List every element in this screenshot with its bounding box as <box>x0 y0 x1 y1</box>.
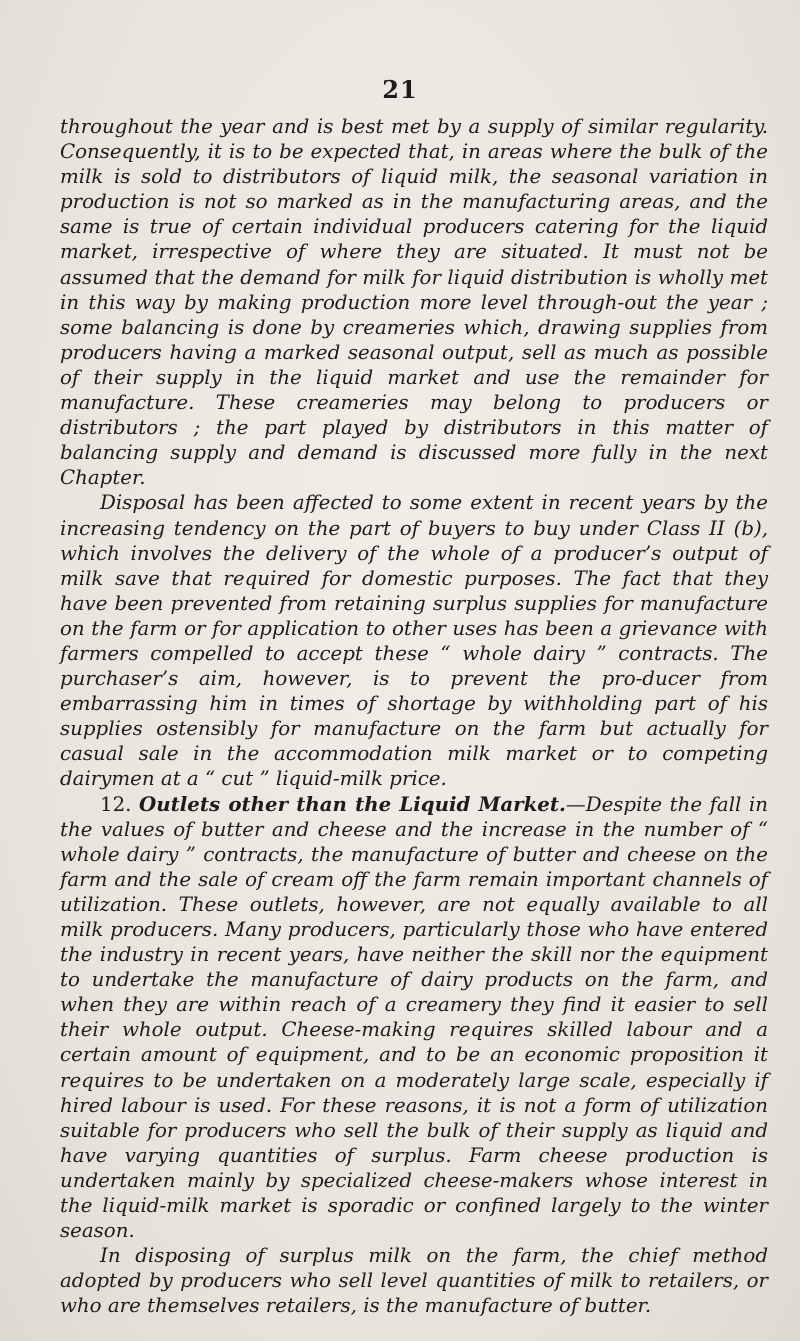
paragraph-2: Disposal has been affected to some extent in recent years by the increasing tendency on the part of buyers to buy under Class II (b), which involves the delivery of the whole of a producer’s output of milk save that required for domestic purposes. The fact that they have been prevented from retaining surplus supplies for manufacture on the farm or for application to other uses has been a grievance with farmers compelled to accept these “ whole dairy ” contracts. The purchaser’s aim, however, is to prevent the pro-ducer from embarrassing him in times of shortage by withholding part of his supplies ostensibly for manufacture on the farm but actually for casual sale in the accommodation milk market or to competing dairymen at a “ cut ” liquid-milk price. <box>60 491 768 791</box>
section-heading: Outlets other than the Liquid Market. <box>139 791 566 816</box>
page-number: 21 <box>382 75 418 104</box>
paragraph-4: In disposing of surplus milk on the farm, the chief method adopted by producers who sell level quantities of milk to retailers, or who are themselves retailers, is the manufacture of butter. <box>60 1244 768 1318</box>
paragraph-3 <box>60 792 768 1244</box>
body-text <box>60 114 768 1319</box>
section-number: 12. <box>100 792 132 816</box>
paragraph-1: throughout the year and is best met by a supply of similar regularity. Consequently, it is to be expected that, in areas where the bulk of the milk is sold to distributors of liquid milk, the seasonal variation in production is not so marked as in the manufacturing areas, and the same is true of certain individual producers catering for the liquid market, irrespective of where they are situated. It must not be assumed that the demand for milk for liquid distribution is wholly met in this way by making production more level through-out the year ; some balancing is done by creameries which, drawing supplies from producers having a marked seasonal output, sell as much as possible of their supply in the liquid market and use the remainder for manufacture. These creameries may belong to producers or distributors ; the part played by distributors in this matter of balancing supply and demand is discussed more fully in the next Chapter. <box>60 115 768 490</box>
paragraph-3-body: —Despite the fall in the values of butter and cheese and the increase in the number of “ whole dairy ” contracts, the manufacture of butter and cheese on the farm and the sale of cream off the farm remain important channels of utilization. These outlets, however, are not equally available to all milk producers. Many producers, particularly those who have entered the industry in recent years, have neither the skill nor the equipment to undertake the manufacture of dairy products on the farm, and when they are within reach of a creamery they find it easier to sell their whole output. Cheese-making requires skilled labour and a certain amount of equipment, and to be an economic proposition it requires to be undertaken on a moderately large scale, especially if hired labour is used. For these reasons, it is not a form of utilization suitable for producers who sell the bulk of their supply as liquid and have varying quantities of surplus. Farm cheese production is undertaken mainly by specialized cheese-makers whose interest in the liquid-milk market is sporadic or confined largely to the winter season. <box>60 792 768 1243</box>
